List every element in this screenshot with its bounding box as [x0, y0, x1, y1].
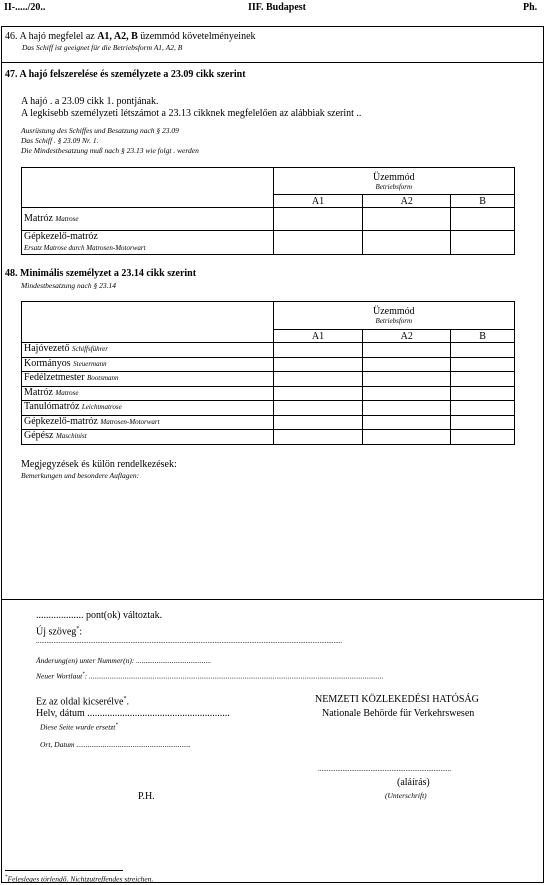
- divider-bottom: [1, 599, 544, 600]
- table-row: [22, 231, 515, 255]
- cell-b[interactable]: [451, 386, 515, 401]
- table-row: [22, 357, 515, 372]
- replaced-de-line: Diese Seite wurde ersetzt*: [40, 722, 118, 732]
- mode-label: Üzemmód: [372, 171, 415, 183]
- section-47-line1: A hajó . a 23.09 cikk 1. pontjának.: [21, 96, 159, 107]
- replaced-line: Ez az oldal kicserélve*.: [36, 696, 129, 708]
- mode-label-de: Betriebsform: [375, 182, 413, 191]
- table-row: [22, 430, 515, 445]
- authority-name: NEMZETI KÖZLEKEDÉSI HATÓSÁG: [315, 694, 479, 705]
- cell-a1[interactable]: [273, 430, 363, 445]
- col-a2: A2: [363, 330, 451, 343]
- signature-label-de: (Unterschrift): [385, 791, 427, 800]
- section-47-de3: Die Mindestbesatzung muß nach § 23.13 wie folgt . werden: [21, 146, 199, 155]
- replaced-de: Diese Seite wurde ersetzt: [40, 722, 116, 732]
- row-label: Kormányos: [24, 357, 71, 369]
- cell-a2[interactable]: [363, 343, 451, 358]
- section-46-modes: A1, A2, B: [97, 31, 138, 42]
- footnote: [5, 873, 153, 884]
- place-date-field[interactable]: Helv, dátum .........................................................: [36, 708, 230, 719]
- footnote-rule: [5, 870, 123, 871]
- row-label-de: Bootsmann: [87, 374, 119, 382]
- divider-46: [1, 62, 544, 63]
- cell-a2[interactable]: [363, 415, 451, 430]
- row-label-de: Matrose: [55, 388, 79, 397]
- section-46-pre: A hajó megfelel az: [19, 31, 98, 42]
- mode-label-de: Betriebsform: [375, 317, 413, 325]
- footnote-star: *: [5, 875, 8, 880]
- cell-a2[interactable]: [363, 386, 451, 401]
- cell-a1[interactable]: [273, 401, 363, 416]
- cell-a2[interactable]: [363, 357, 451, 372]
- table-row: [22, 372, 515, 387]
- cell-b[interactable]: [451, 231, 515, 255]
- changed-points: ................... pont(ok) változtak.: [36, 610, 163, 621]
- col-a2: A2: [363, 195, 451, 208]
- row-label: Tanulómatróz: [24, 401, 80, 412]
- section-46-number: 46.: [5, 31, 18, 42]
- new-wording-de: Neuer Wortlaut*: .............................................................................................................................................................: [36, 671, 384, 681]
- cell-a1[interactable]: [273, 231, 363, 255]
- col-b: B: [451, 330, 515, 343]
- remarks-label: Megjegyzések és külön rendelkezések:: [21, 459, 177, 470]
- section-47-de2: Das Schiff . § 23.09 Nr. 1.: [21, 136, 99, 145]
- section-46-de: Das Schiff ist geeignet für die Betriebsform A1, A2, B: [22, 43, 183, 52]
- section-47-de1: Ausrüstung des Schiffes und Besatzung nach § 23.09: [21, 126, 179, 135]
- col-a1: A1: [273, 195, 363, 208]
- cell-a1[interactable]: [273, 343, 363, 358]
- mode-label: Üzemmód: [372, 306, 415, 317]
- row-label-de: Steuermann: [73, 359, 107, 368]
- cell-a1[interactable]: [273, 208, 363, 231]
- cell-a2[interactable]: [363, 401, 451, 416]
- stamp-ph: P.H.: [138, 791, 155, 802]
- row-label-de: Matrosen-Motorwart: [100, 417, 160, 426]
- header-ph: Ph.: [523, 2, 538, 13]
- header-doc-number: II-...../20..: [4, 2, 46, 13]
- row-label: Fedélzetmester: [24, 372, 85, 383]
- section-47-title: 47. A hajó felszerelése és személyzete a 23.09 cikk szerint: [5, 69, 246, 80]
- col-a1: A1: [273, 330, 363, 343]
- table-row: [22, 401, 515, 416]
- cell-a1[interactable]: [273, 386, 363, 401]
- section-48-title: 48. Minimális személyzet a 23.14 cikk szerint: [5, 268, 197, 279]
- header-authority: IIF. Budapest: [248, 2, 306, 13]
- remarks-label-de: Bemerkungen und besondere Auflagen:: [21, 471, 140, 480]
- section-48-de: Mindestbesatzung nach § 23.14: [21, 281, 116, 290]
- cell-a2[interactable]: [363, 430, 451, 445]
- crew-table-47-blank: [22, 168, 274, 208]
- cell-a2[interactable]: [363, 372, 451, 387]
- new-text-field[interactable]: ...............................................................................................................................................................................: [36, 637, 343, 645]
- section-46-post: üzemmód követelményeinek: [137, 31, 256, 42]
- row-label-de: Leichtmatrose: [81, 403, 122, 411]
- cell-b[interactable]: [451, 430, 515, 445]
- table-row: [22, 415, 515, 430]
- cell-b[interactable]: [451, 208, 515, 231]
- table-row: [22, 386, 515, 401]
- row-label-de: Matrose: [55, 215, 79, 223]
- row-label-de: Maschinist: [55, 432, 87, 440]
- crew-table-48-mode-header: [273, 302, 514, 330]
- col-b: B: [451, 195, 515, 208]
- row-label: Gépkezelő-matróz: [24, 231, 98, 242]
- crew-table-47: [21, 167, 515, 255]
- crew-table-47-mode-header: [273, 168, 514, 195]
- cell-a2[interactable]: [363, 231, 451, 255]
- row-label-de: Ersatz Matrose durch Matrosen-Motorwart: [24, 244, 146, 252]
- footnote-star: *: [76, 626, 80, 632]
- row-label: Gépész: [24, 430, 54, 441]
- table-row: [22, 208, 515, 231]
- remarks-field[interactable]: [21, 484, 511, 594]
- row-label: Matróz: [24, 213, 53, 224]
- crew-table-48: [21, 301, 515, 445]
- row-label: Hajóvezető: [24, 343, 70, 354]
- place-date-de: Ort, Datum .............................................................: [40, 740, 191, 749]
- row-label: Gépkezelő-matróz: [24, 415, 98, 427]
- crew-table-48-blank: [22, 302, 274, 343]
- new-text-line: Új szöveg*:: [36, 626, 83, 638]
- cell-a1[interactable]: [273, 372, 363, 387]
- cell-a2[interactable]: [363, 208, 451, 231]
- cell-b[interactable]: [451, 343, 515, 358]
- cell-b[interactable]: [451, 401, 515, 416]
- new-text-label: Új szöveg: [36, 626, 77, 638]
- signature-label: (aláírás): [397, 777, 430, 788]
- row-label-de: Schiffsführer: [72, 345, 108, 353]
- change-de: Änderung(en) unter Nummer(n): ........................................: [36, 656, 212, 665]
- cell-b[interactable]: [451, 372, 515, 387]
- replaced-label: Ez az oldal kicserélve: [36, 696, 124, 708]
- section-46-line: [5, 31, 256, 42]
- cell-a1[interactable]: [273, 357, 363, 372]
- section-47-line2: A legkisebb személyzeti létszámot a 23.13 cikknek megfelelően az alábbiak szerint ..: [21, 108, 362, 119]
- signature-field[interactable]: ............................................................................: [318, 765, 451, 773]
- cell-b[interactable]: [451, 357, 515, 372]
- table-row: [22, 343, 515, 358]
- cell-b[interactable]: [451, 415, 515, 430]
- authority-name-de: Nationale Behörde für Verkehrswesen: [322, 708, 475, 719]
- cell-a1[interactable]: [273, 415, 363, 430]
- footnote-text: Felesleges törlendő. Nichtzutreffendes streichen.: [7, 874, 154, 884]
- row-label: Matróz: [24, 386, 53, 398]
